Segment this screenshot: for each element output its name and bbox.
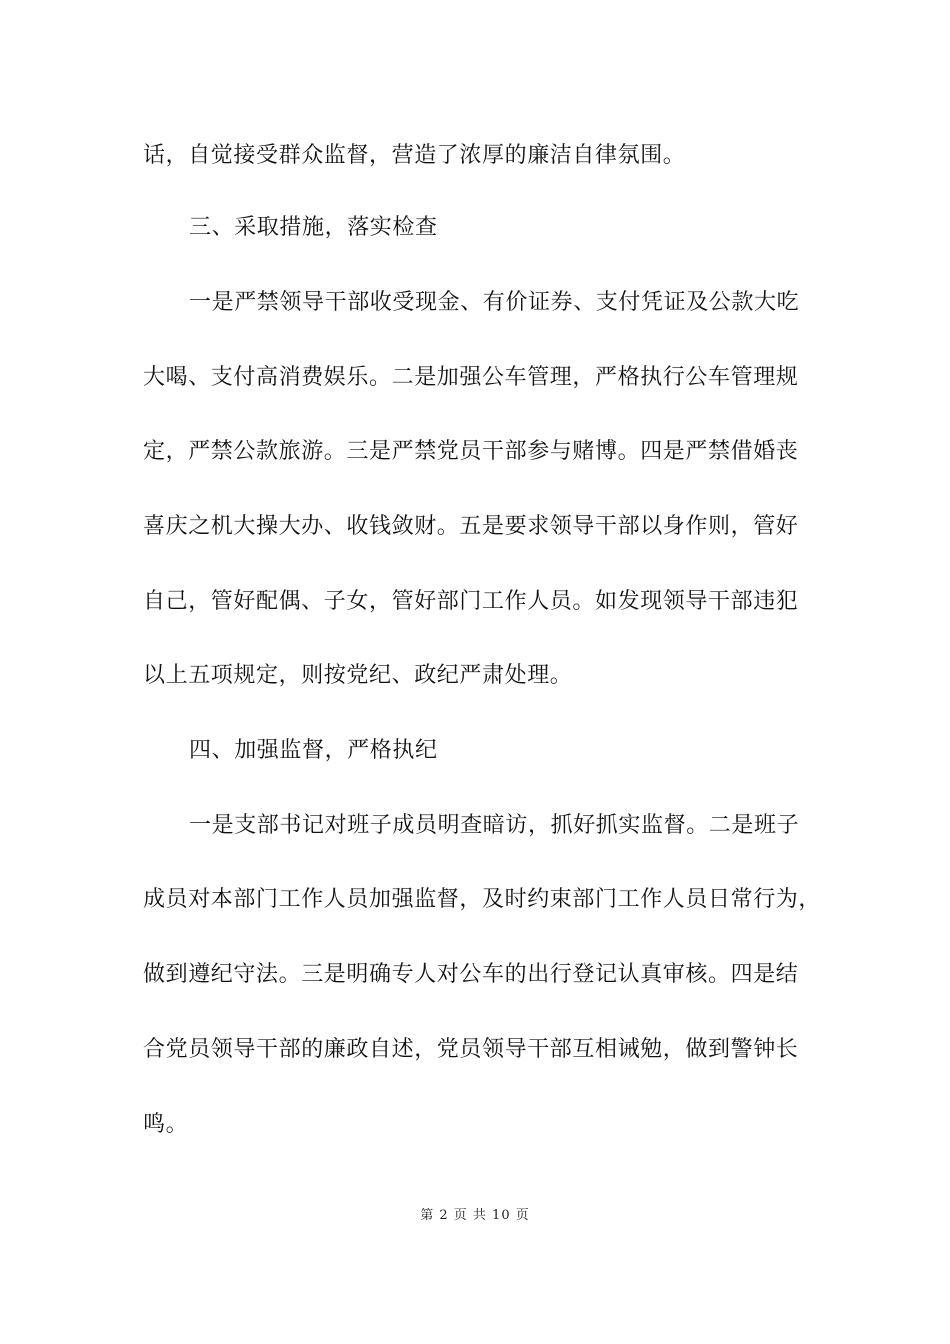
section-heading: 四、加强监督，严格执纪 bbox=[189, 738, 438, 763]
section-heading: 三、采取措施，落实检查 bbox=[189, 215, 438, 240]
paragraph-line: 做到遵纪守法。三是明确专人对公车的出行登记认真审核。四是结 bbox=[143, 962, 799, 987]
paragraph-line: 成员对本部门工作人员加强监督，及时约束部门工作人员日常行为， bbox=[143, 887, 822, 912]
paragraph-line: 大喝、支付高消费娱乐。二是加强公车管理，严格执行公车管理规 bbox=[143, 365, 799, 390]
paragraph-line: 定，严禁公款旅游。三是严禁党员干部参与赌博。四是严禁借婚丧 bbox=[143, 439, 799, 464]
paragraph-line: 一是支部书记对班子成员明查暗访，抓好抓实监督。二是班子 bbox=[189, 813, 800, 838]
paragraph-line: 合党员领导干部的廉政自述，党员领导干部互相诫勉，做到警钟长 bbox=[143, 1037, 799, 1062]
page-number-footer: 第 2 页 共 10 页 bbox=[420, 1208, 530, 1223]
paragraph-line: 鸣。 bbox=[143, 1112, 189, 1137]
paragraph-line: 话，自觉接受群众监督，营造了浓厚的廉洁自律氛围。 bbox=[143, 143, 686, 168]
paragraph-line: 一是严禁领导干部收受现金、有价证券、支付凭证及公款大吃 bbox=[189, 290, 800, 315]
paragraph-line: 以上五项规定，则按党纪、政纪严肃处理。 bbox=[143, 663, 573, 688]
paragraph-line: 自己，管好配偶、子女，管好部门工作人员。如发现领导干部违犯 bbox=[143, 589, 799, 614]
paragraph-line: 喜庆之机大操大办、收钱敛财。五是要求领导干部以身作则，管好 bbox=[143, 514, 799, 539]
